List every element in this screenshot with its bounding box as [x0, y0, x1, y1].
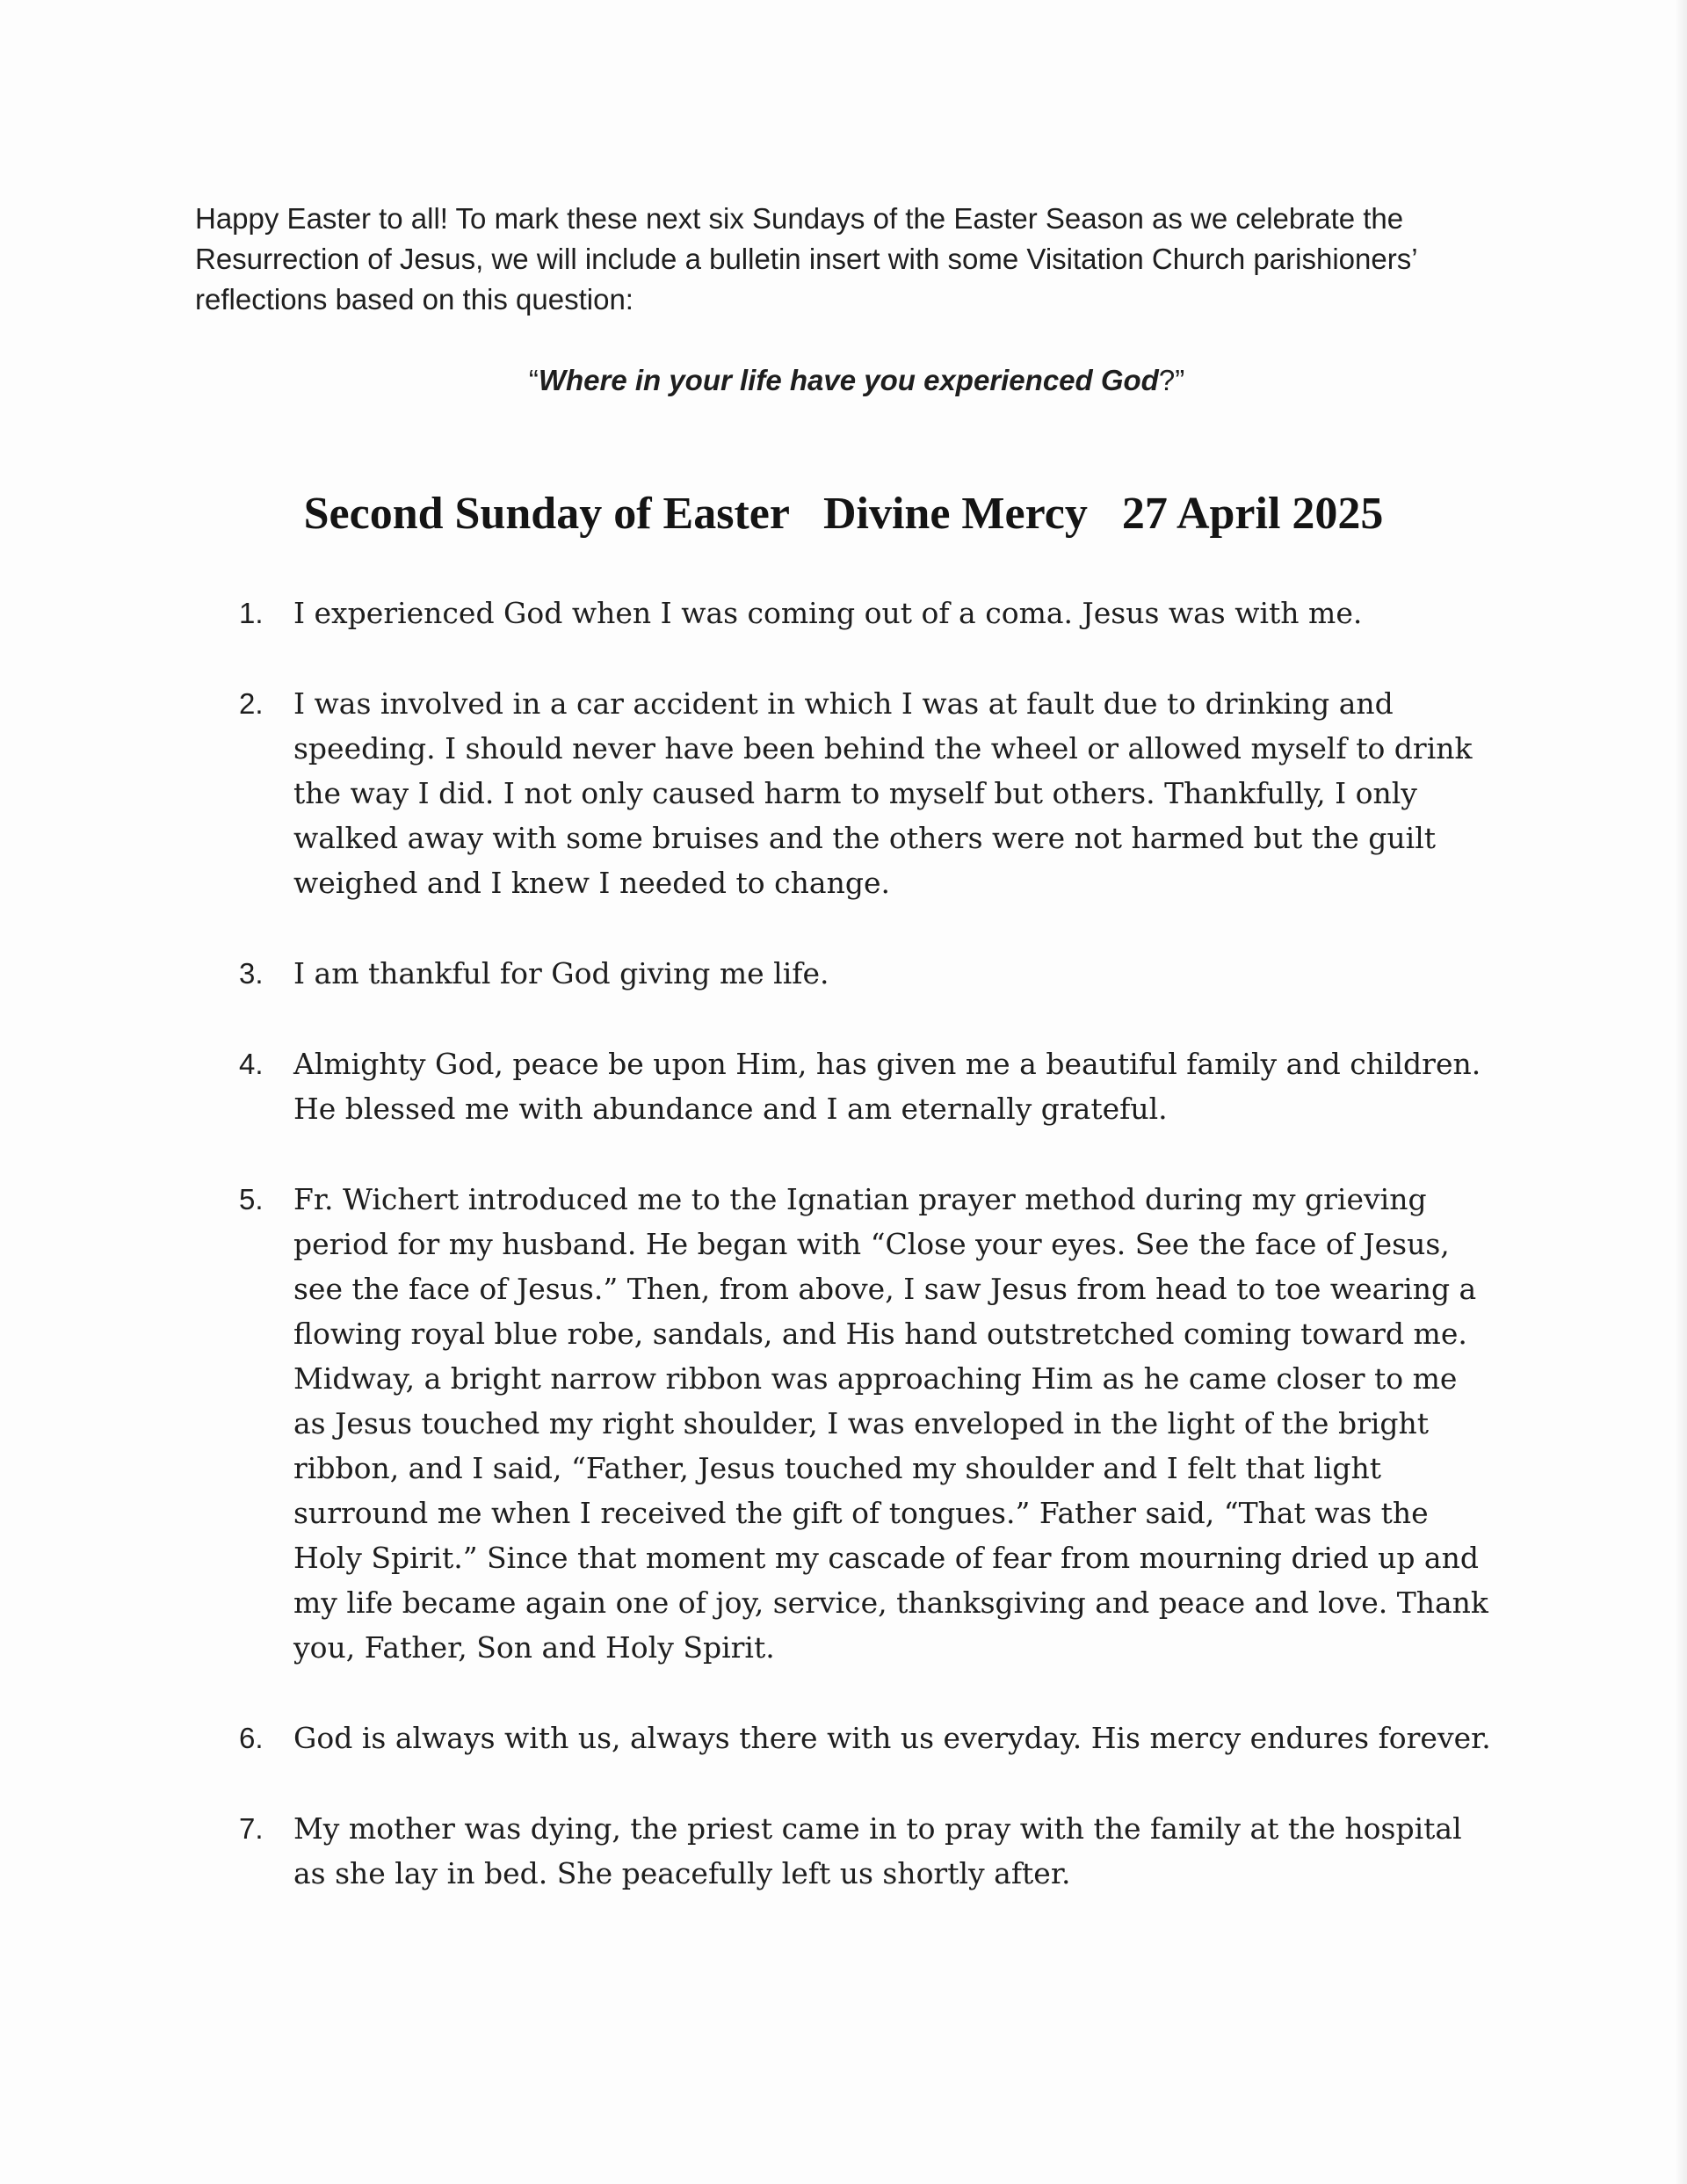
item-number: 4. [239, 1048, 264, 1080]
item-number: 6. [239, 1722, 264, 1754]
reflection-question [0, 360, 1687, 401]
list-item [239, 1806, 1495, 1896]
list-item [239, 1177, 1495, 1670]
item-text: God is always with us, always there with us everyday. His mercy endures forever. [293, 1721, 1491, 1755]
item-text: Almighty God, peace be upon Him, has given me a beautiful family and children. He blessed me with abundance and I am eternally grateful. [293, 1047, 1481, 1126]
item-number: 7. [239, 1812, 264, 1845]
question-text: Where in your life have you experienced God [538, 364, 1159, 396]
item-text: I was involved in a car accident in which I was at fault due to drinking and speeding. I should never have been behind the wheel or allowed myself to drink the way I did. I not only caused harm to myself but others. Thankfully, I only walked away with some bruises and the others were not harmed but the guilt weighed and I knew I needed to change. [293, 686, 1473, 900]
heading-date: 27 April 2025 [1121, 489, 1384, 539]
section-heading [0, 483, 1687, 545]
list-item [239, 1716, 1495, 1760]
question-close: ?” [1158, 364, 1185, 396]
list-item [239, 591, 1495, 635]
item-number: 3. [239, 957, 264, 990]
list-item [239, 681, 1495, 905]
item-text: My mother was dying, the priest came in to pray with the family at the hospital as she lay in bed. She peacefully left us shortly after. [293, 1811, 1462, 1890]
heading-sunday: Second Sunday of Easter [303, 489, 789, 539]
intro-paragraph [195, 199, 1495, 320]
intro-text: Happy Easter to all! To mark these next six Sundays of the Easter Season as we celebrate the Resurrection of Jesus, we will include a bulletin insert with some Visitation Church parishioners’ reflections based on this question: [195, 202, 1417, 316]
item-text: Fr. Wichert introduced me to the Ignatian prayer method during my grieving period for my husband. He began with “Close your eyes. See the face of Jesus, see the face of Jesus.” Then, from above, I saw Jesus from head to toe wearing a flowing royal blue robe, sandals, and His hand outstretched coming toward me. Midway, a bright narrow ribbon was approaching Him as he came closer to me as Jesus touched my right shoulder, I was enveloped in the light of the bright ribbon, and I said, “Father, Jesus touched my shoulder and I felt that light surround me when I received the gift of tongues.” Father said, “That was the Holy Spirit.” Since that moment my cascade of fear from mourning dried up and my life became again one of joy, service, thanksgiving and peace and love. Thank you, Father, Son and Holy Spirit. [293, 1182, 1488, 1665]
heading-feast: Divine Mercy [822, 489, 1088, 539]
scan-edge-shadow [1675, 0, 1687, 2184]
question-open-quote: “ [528, 364, 539, 396]
item-text: I am thankful for God giving me life. [293, 956, 829, 990]
list-item [239, 1041, 1495, 1131]
reflections-list [239, 591, 1495, 1941]
item-text: I experienced God when I was coming out of a coma. Jesus was with me. [293, 596, 1363, 630]
item-number: 5. [239, 1183, 264, 1215]
list-item [239, 951, 1495, 996]
item-number: 2. [239, 687, 264, 720]
item-number: 1. [239, 597, 264, 629]
